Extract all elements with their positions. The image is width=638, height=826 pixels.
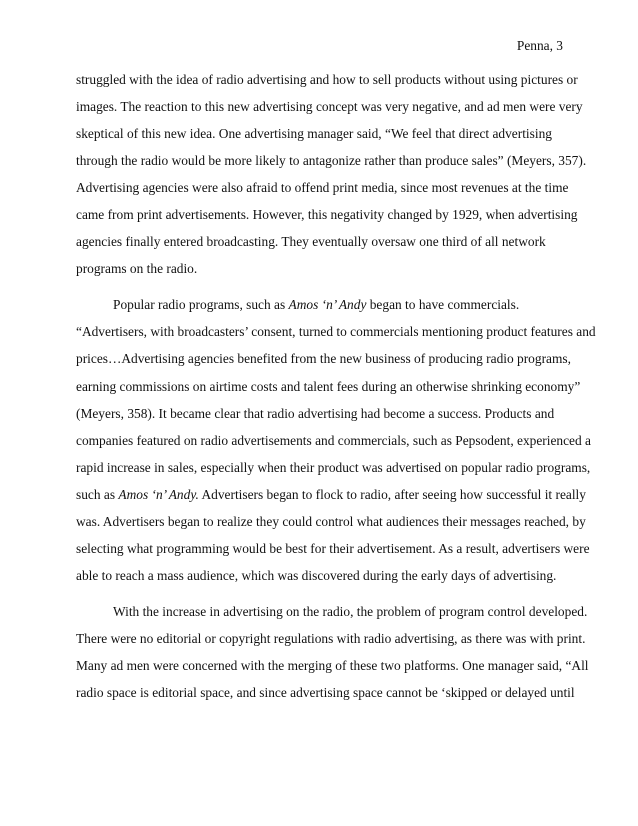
paragraph-3	[76, 598, 589, 706]
text-line: prices…Advertising agencies benefited from the new business of producing radio programs,	[76, 351, 571, 367]
text-run: Advertisers began to flock to radio, after seeing how successful it really	[198, 486, 586, 502]
text-line	[76, 291, 564, 318]
text-line: earning commissions on airtime costs and talent fees during an otherwise shrinking economy”	[76, 378, 581, 394]
text-run: such as	[76, 486, 119, 502]
text-line: (Meyers, 358). It became clear that radio advertising had become a success. Products and	[76, 405, 555, 421]
text-line: struggled with the idea of radio advertising and how to sell products without using pictures or	[76, 72, 578, 87]
text-line	[76, 481, 586, 508]
text-line: images. The reaction to this new advertising concept was very negative, and ad men were very	[76, 99, 583, 115]
paragraph-1	[76, 66, 587, 282]
text-line: selecting what programming would be best for their advertisement. As a result, advertisers were	[76, 540, 590, 556]
text-line: Many ad men were concerned with the merging of these two platforms. One manager said, “All	[76, 657, 589, 673]
text-line: With the increase in advertising on the radio, the problem of program control developed.	[113, 603, 588, 619]
text-line: able to reach a mass audience, which was discovered during the early days of advertising.	[76, 567, 557, 583]
show-title: Amos ‘n’ Andy.	[118, 486, 199, 502]
text-line: Advertising agencies were also afraid to offend print media, since most revenues at the time	[76, 180, 569, 196]
running-head: Penna, 3	[516, 38, 563, 53]
paragraph-2	[76, 291, 596, 589]
text-line: programs on the radio.	[76, 261, 198, 277]
text-line: radio space is editorial space, and since advertising space cannot be ‘skipped or delayed until	[76, 685, 575, 701]
text-line: came from print advertisements. However, this negativity changed by 1929, when advertising	[76, 207, 578, 223]
show-title: Amos ‘n’ Andy	[288, 297, 367, 313]
text-run: Popular radio programs, such as	[113, 297, 289, 313]
text-line: through the radio would be more likely to antagonize rather than produce sales” (Meyers, 357).	[76, 153, 587, 169]
text-line: was. Advertisers began to realize they could control what audiences their messages reached, by	[76, 513, 586, 529]
text-line: skeptical of this new idea. One advertising manager said, “We feel that direct advertising	[76, 126, 552, 142]
text-run: began to have commercials.	[366, 297, 520, 313]
text-line: There were no editorial or copyright regulations with radio advertising, as there was with print.	[76, 630, 586, 646]
body-text	[76, 66, 596, 706]
text-line: rapid increase in sales, especially when their product was advertised on popular radio programs,	[76, 459, 591, 475]
text-line: companies featured on radio advertisements and commercials, such as Pepsodent, experienced a	[76, 432, 591, 448]
text-line: “Advertisers, with broadcasters’ consent, turned to commercials mentioning product features and	[76, 324, 596, 340]
text-line: agencies finally entered broadcasting. They eventually oversaw one third of all network	[76, 234, 546, 250]
